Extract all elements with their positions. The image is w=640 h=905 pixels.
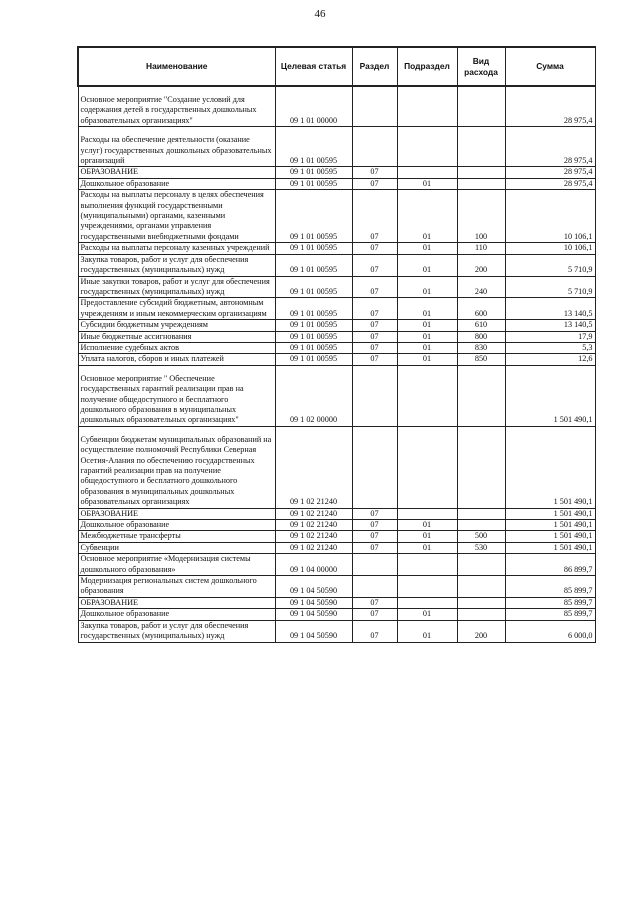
cell-target-article: 09 1 04 50590 xyxy=(275,609,352,620)
cell-sum: 28 975,4 xyxy=(505,127,595,167)
cell-name: Расходы на выплаты персоналу в целях обеспечения выполнения функций государственными (муниципальными) органами, казенными учреждениями, органами управления государственными внебюджетными фондами xyxy=(78,190,275,243)
cell-section: 07 xyxy=(352,620,397,642)
table-row xyxy=(78,320,595,331)
cell-section: 07 xyxy=(352,243,397,254)
cell-sum: 6 000,0 xyxy=(505,620,595,642)
cell-expense-type: 500 xyxy=(457,531,505,542)
cell-section xyxy=(352,576,397,598)
cell-sum: 1 501 490,1 xyxy=(505,531,595,542)
cell-section: 07 xyxy=(352,508,397,519)
cell-name: Уплата налогов, сборов и иных платежей xyxy=(78,354,275,365)
cell-expense-type: 200 xyxy=(457,620,505,642)
cell-sum: 1 501 490,1 xyxy=(505,508,595,519)
cell-subsection: 01 xyxy=(397,190,457,243)
table-body xyxy=(78,86,595,642)
cell-target-article: 09 1 01 00595 xyxy=(275,167,352,178)
cell-sum: 1 501 490,1 xyxy=(505,426,595,508)
cell-expense-type: 100 xyxy=(457,190,505,243)
cell-target-article: 09 1 01 00595 xyxy=(275,276,352,298)
cell-target-article: 09 1 04 50590 xyxy=(275,597,352,608)
cell-subsection xyxy=(397,365,457,426)
cell-expense-type xyxy=(457,167,505,178)
cell-section: 07 xyxy=(352,354,397,365)
header-subsection: Подраздел xyxy=(397,47,457,86)
table-row xyxy=(78,276,595,298)
table-row xyxy=(78,254,595,276)
cell-subsection: 01 xyxy=(397,354,457,365)
cell-subsection xyxy=(397,554,457,576)
cell-subsection: 01 xyxy=(397,542,457,553)
cell-sum: 1 501 490,1 xyxy=(505,520,595,531)
cell-subsection: 01 xyxy=(397,342,457,353)
cell-expense-type xyxy=(457,597,505,608)
cell-sum: 85 899,7 xyxy=(505,597,595,608)
cell-name: Субвенции бюджетам муниципальных образований на осуществление полномочий Республики Северная Осетия-Алания по обеспечению государственных гарантий реализации прав на получение общедоступного и бесплатного дошкольного образования в муниципальных дошкольных образовательных организациях xyxy=(78,426,275,508)
cell-sum: 13 140,5 xyxy=(505,298,595,320)
cell-expense-type xyxy=(457,609,505,620)
cell-expense-type: 610 xyxy=(457,320,505,331)
cell-subsection xyxy=(397,426,457,508)
cell-section: 07 xyxy=(352,167,397,178)
cell-subsection xyxy=(397,576,457,598)
cell-section: 07 xyxy=(352,254,397,276)
budget-table xyxy=(77,46,596,643)
cell-target-article: 09 1 01 00595 xyxy=(275,190,352,243)
cell-sum: 86 899,7 xyxy=(505,554,595,576)
cell-sum: 5 710,9 xyxy=(505,276,595,298)
cell-expense-type xyxy=(457,508,505,519)
table-row xyxy=(78,331,595,342)
cell-name: Дошкольное образование xyxy=(78,520,275,531)
cell-target-article: 09 1 01 00595 xyxy=(275,178,352,189)
cell-name: Субсидии бюджетным учреждениям xyxy=(78,320,275,331)
cell-target-article: 09 1 01 00595 xyxy=(275,243,352,254)
table-row xyxy=(78,298,595,320)
cell-expense-type: 850 xyxy=(457,354,505,365)
cell-section: 07 xyxy=(352,531,397,542)
cell-sum: 1 501 490,1 xyxy=(505,542,595,553)
table-header-row xyxy=(78,47,595,86)
cell-section: 07 xyxy=(352,298,397,320)
cell-subsection: 01 xyxy=(397,531,457,542)
cell-expense-type xyxy=(457,86,505,127)
cell-name: Основное мероприятие «Модернизация системы дошкольного образования» xyxy=(78,554,275,576)
cell-sum: 28 975,4 xyxy=(505,86,595,127)
table-row xyxy=(78,354,595,365)
table-row xyxy=(78,554,595,576)
cell-subsection: 01 xyxy=(397,254,457,276)
cell-target-article: 09 1 01 00595 xyxy=(275,320,352,331)
cell-name: Субвенции xyxy=(78,542,275,553)
header-expense: Вид расхода xyxy=(457,47,505,86)
cell-name: ОБРАЗОВАНИЕ xyxy=(78,508,275,519)
cell-sum: 12,6 xyxy=(505,354,595,365)
cell-expense-type xyxy=(457,365,505,426)
cell-name: Межбюджетные трансферты xyxy=(78,531,275,542)
cell-sum: 10 106,1 xyxy=(505,243,595,254)
cell-target-article: 09 1 01 00595 xyxy=(275,127,352,167)
table-row xyxy=(78,178,595,189)
table-row xyxy=(78,86,595,127)
cell-target-article: 09 1 01 00595 xyxy=(275,354,352,365)
table-row xyxy=(78,127,595,167)
cell-name: ОБРАЗОВАНИЕ xyxy=(78,597,275,608)
cell-name: Модернизация региональных систем дошкольного образования xyxy=(78,576,275,598)
cell-subsection: 01 xyxy=(397,298,457,320)
header-name: Наименование xyxy=(78,47,275,86)
cell-subsection: 01 xyxy=(397,178,457,189)
cell-expense-type xyxy=(457,426,505,508)
cell-expense-type: 800 xyxy=(457,331,505,342)
cell-section: 07 xyxy=(352,609,397,620)
cell-target-article: 09 1 01 00595 xyxy=(275,254,352,276)
cell-expense-type xyxy=(457,554,505,576)
table-row xyxy=(78,167,595,178)
cell-sum: 13 140,5 xyxy=(505,320,595,331)
cell-section: 07 xyxy=(352,542,397,553)
cell-name: Исполнение судебных актов xyxy=(78,342,275,353)
cell-section: 07 xyxy=(352,276,397,298)
cell-target-article: 09 1 02 21240 xyxy=(275,426,352,508)
cell-target-article: 09 1 04 00000 xyxy=(275,554,352,576)
cell-section: 07 xyxy=(352,178,397,189)
cell-name: Расходы на выплаты персоналу казенных учреждений xyxy=(78,243,275,254)
cell-section: 07 xyxy=(352,331,397,342)
cell-section: 07 xyxy=(352,190,397,243)
table-row xyxy=(78,508,595,519)
cell-subsection xyxy=(397,508,457,519)
cell-expense-type xyxy=(457,520,505,531)
cell-name: Дошкольное образование xyxy=(78,178,275,189)
table-row xyxy=(78,609,595,620)
cell-expense-type: 240 xyxy=(457,276,505,298)
cell-expense-type xyxy=(457,178,505,189)
cell-subsection: 01 xyxy=(397,609,457,620)
header-target: Целевая статья xyxy=(275,47,352,86)
cell-subsection xyxy=(397,86,457,127)
cell-subsection: 01 xyxy=(397,276,457,298)
cell-expense-type: 110 xyxy=(457,243,505,254)
cell-subsection xyxy=(397,127,457,167)
table-row xyxy=(78,531,595,542)
cell-subsection: 01 xyxy=(397,320,457,331)
cell-subsection: 01 xyxy=(397,243,457,254)
cell-target-article: 09 1 02 21240 xyxy=(275,542,352,553)
cell-subsection: 01 xyxy=(397,331,457,342)
header-sum: Сумма xyxy=(505,47,595,86)
cell-sum: 5 710,9 xyxy=(505,254,595,276)
cell-section xyxy=(352,426,397,508)
cell-sum: 85 899,7 xyxy=(505,576,595,598)
cell-target-article: 09 1 01 00595 xyxy=(275,342,352,353)
cell-subsection: 01 xyxy=(397,520,457,531)
header-section: Раздел xyxy=(352,47,397,86)
cell-sum: 17,9 xyxy=(505,331,595,342)
cell-name: Расходы на обеспечение деятельности (оказание услуг) государственных дошкольных образовательных организаций xyxy=(78,127,275,167)
cell-name: Иные закупки товаров, работ и услуг для обеспечения государственных (муниципальных) нужд xyxy=(78,276,275,298)
table-row xyxy=(78,576,595,598)
cell-name: Закупка товаров, работ и услуг для обеспечения государственных (муниципальных) нужд xyxy=(78,620,275,642)
cell-expense-type: 530 xyxy=(457,542,505,553)
cell-sum: 28 975,4 xyxy=(505,178,595,189)
cell-expense-type: 830 xyxy=(457,342,505,353)
table-row xyxy=(78,520,595,531)
table-row xyxy=(78,365,595,426)
cell-sum: 10 106,1 xyxy=(505,190,595,243)
cell-section: 07 xyxy=(352,520,397,531)
cell-target-article: 09 1 04 50590 xyxy=(275,576,352,598)
cell-subsection: 01 xyxy=(397,620,457,642)
cell-expense-type xyxy=(457,127,505,167)
table-row xyxy=(78,597,595,608)
cell-expense-type: 600 xyxy=(457,298,505,320)
cell-name: Закупка товаров, работ и услуг для обеспечения государственных (муниципальных) нужд xyxy=(78,254,275,276)
cell-section xyxy=(352,365,397,426)
table-row xyxy=(78,426,595,508)
table-row xyxy=(78,542,595,553)
cell-name: Дошкольное образование xyxy=(78,609,275,620)
cell-sum: 1 501 490,1 xyxy=(505,365,595,426)
cell-name: Предоставление субсидий бюджетным, автономным учреждениям и иным некоммерческим организациям xyxy=(78,298,275,320)
cell-section xyxy=(352,554,397,576)
cell-name: ОБРАЗОВАНИЕ xyxy=(78,167,275,178)
cell-section: 07 xyxy=(352,342,397,353)
cell-section: 07 xyxy=(352,597,397,608)
table-row xyxy=(78,342,595,353)
page-number: 46 xyxy=(314,8,326,20)
cell-expense-type: 200 xyxy=(457,254,505,276)
cell-section: 07 xyxy=(352,320,397,331)
table-row xyxy=(78,243,595,254)
cell-name: Основное мероприятие " Обеспечение государственных гарантий реализации прав на получение общедоступного и бесплатного дошкольного образования в муниципальных дошкольных образовательных организациях" xyxy=(78,365,275,426)
cell-target-article: 09 1 02 21240 xyxy=(275,508,352,519)
table-row xyxy=(78,190,595,243)
cell-target-article: 09 1 01 00595 xyxy=(275,298,352,320)
cell-section xyxy=(352,127,397,167)
cell-name: Основное мероприятие "Создание условий для содержания детей в государственных дошкольных образовательных организациях" xyxy=(78,86,275,127)
cell-sum: 85 899,7 xyxy=(505,609,595,620)
cell-target-article: 09 1 01 00595 xyxy=(275,331,352,342)
cell-section xyxy=(352,86,397,127)
table-row xyxy=(78,620,595,642)
cell-name: Иные бюджетные ассигнования xyxy=(78,331,275,342)
cell-expense-type xyxy=(457,576,505,598)
cell-target-article: 09 1 02 21240 xyxy=(275,520,352,531)
cell-subsection xyxy=(397,597,457,608)
cell-target-article: 09 1 04 50590 xyxy=(275,620,352,642)
cell-sum: 5,3 xyxy=(505,342,595,353)
cell-subsection xyxy=(397,167,457,178)
cell-target-article: 09 1 02 21240 xyxy=(275,531,352,542)
cell-sum: 28 975,4 xyxy=(505,167,595,178)
cell-target-article: 09 1 02 00000 xyxy=(275,365,352,426)
cell-target-article: 09 1 01 00000 xyxy=(275,86,352,127)
